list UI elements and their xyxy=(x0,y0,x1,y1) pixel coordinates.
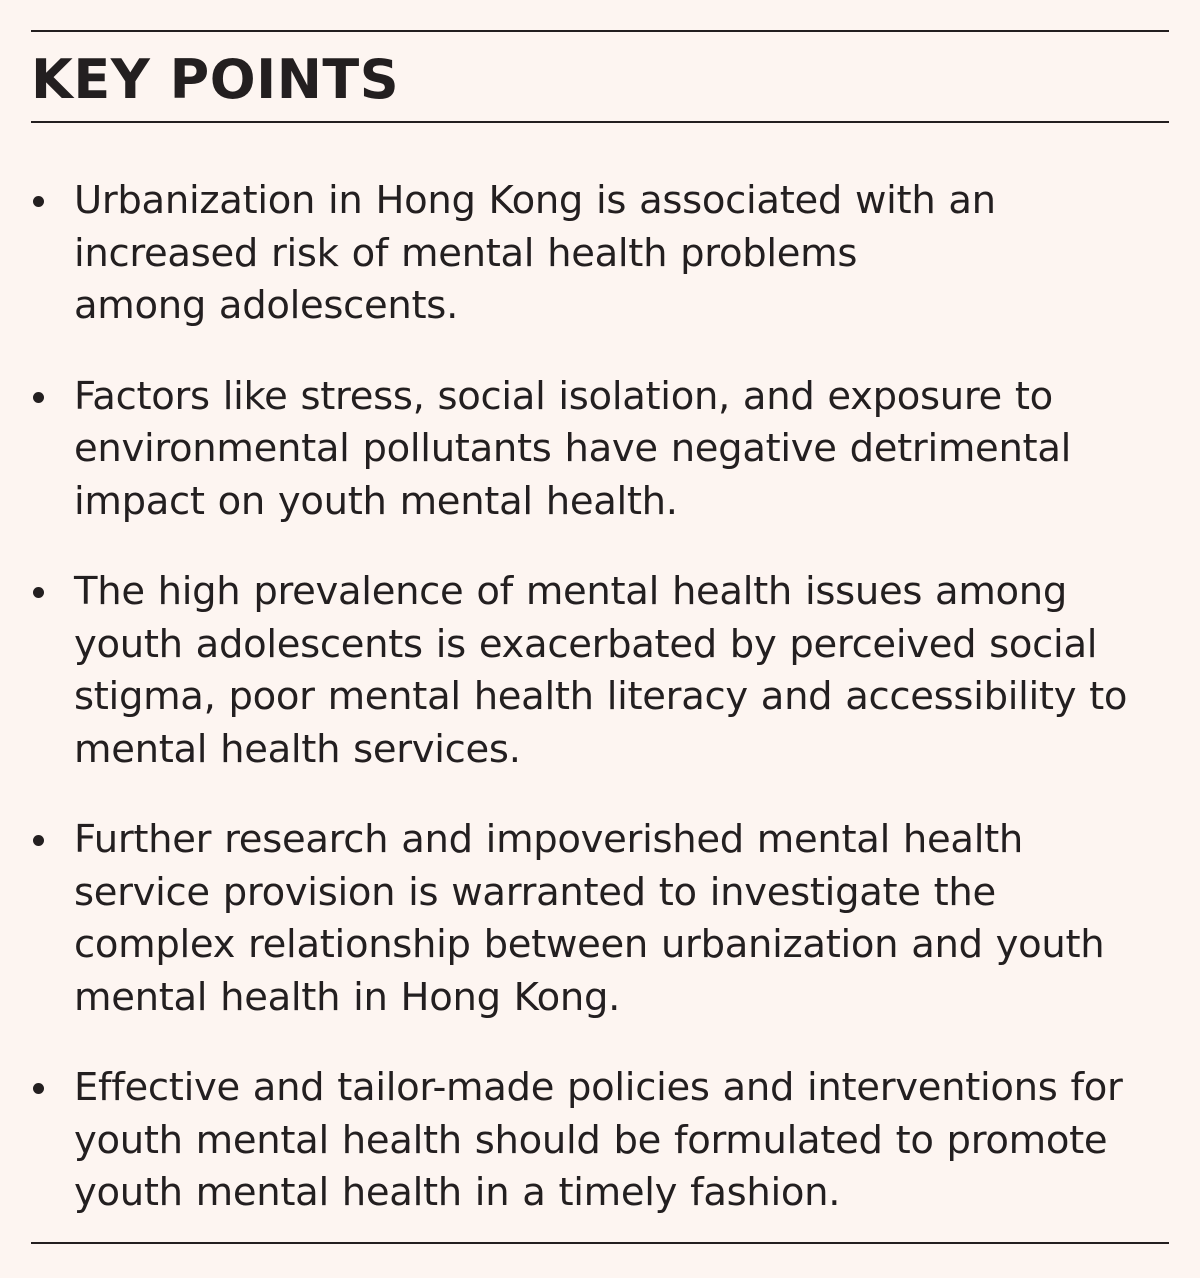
key-point-text: Factors like stress, social isolation, and exposure to environmental pollutants have negative detrimental impact on youth mental health. xyxy=(74,373,1072,524)
key-point-text: Further research and impoverished mental health service provision is warranted to investigate the complex relationship between urbanization and youth mental health in Hong Kong. xyxy=(74,817,1105,1020)
key-point-4 xyxy=(31,814,1171,1024)
bottom-rule xyxy=(31,1242,1169,1244)
heading-rule xyxy=(31,121,1169,123)
key-point-2 xyxy=(31,371,1171,529)
bullet-icon xyxy=(33,196,44,207)
bullet-icon xyxy=(33,587,44,598)
key-point-3 xyxy=(31,566,1171,776)
top-rule xyxy=(31,30,1169,32)
bullet-icon xyxy=(33,835,44,846)
key-points-list xyxy=(31,175,1171,1258)
key-points-heading: KEY POINTS xyxy=(31,48,400,111)
key-point-5 xyxy=(31,1062,1171,1220)
bullet-icon xyxy=(33,392,44,403)
key-point-text: Urbanization in Hong Kong is associated with an increased risk of mental health problems among adolescents. xyxy=(74,178,996,328)
key-point-text: Effective and tailor-made policies and interventions for youth mental health should be formulated to promote youth mental health in a timely fashion. xyxy=(74,1065,1123,1215)
bullet-icon xyxy=(33,1083,44,1094)
key-point-1 xyxy=(31,175,1171,333)
key-point-text: The high prevalence of mental health issues among youth adolescents is exacerbated by perceived social stigma, poor mental health literacy and accessibility to mental health services. xyxy=(74,569,1128,772)
